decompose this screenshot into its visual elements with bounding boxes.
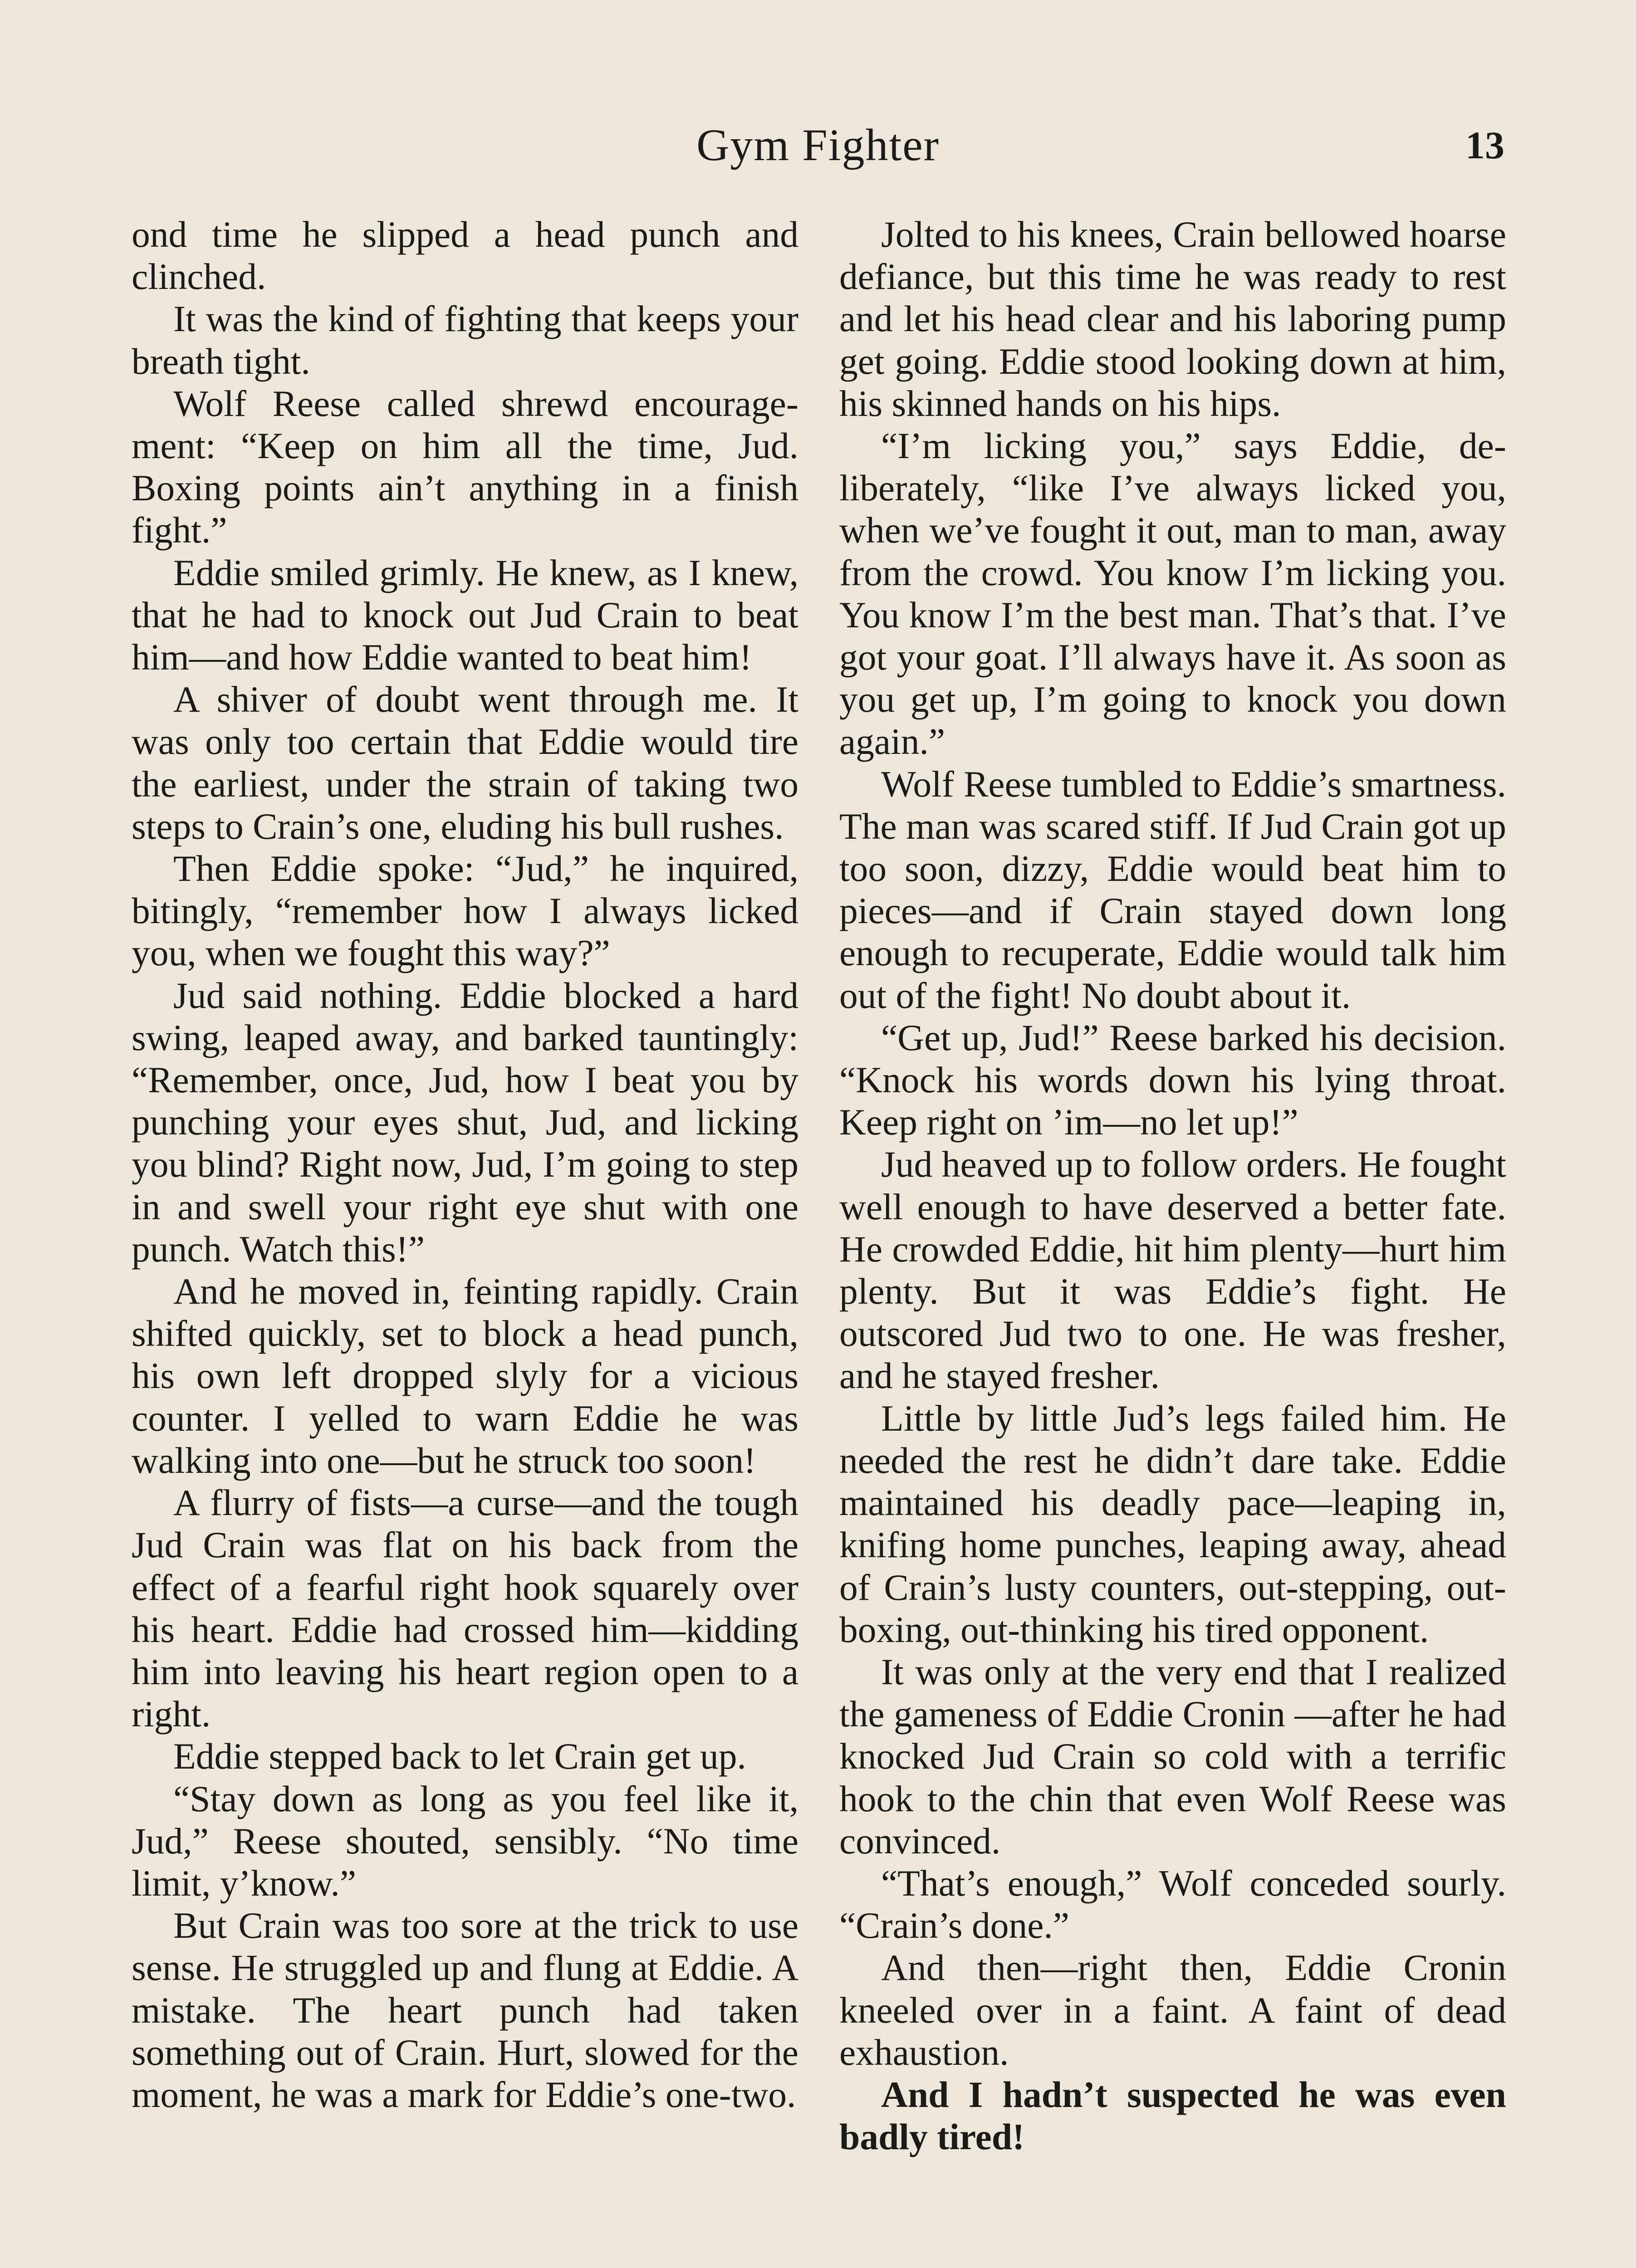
paragraph: “Get up, Jud!” Reese barked his decision. “Knock his words down his lying throat. Keep right on ’im—no let up!” xyxy=(839,1017,1506,1143)
paragraph: It was the kind of fighting that keeps your breath tight. xyxy=(132,298,798,382)
paragraph: Wolf Reese called shrewd encouragement: “Keep on him all the time, Jud. Boxing points ain’t anything in a finish fight.” xyxy=(132,382,798,551)
page-title: Gym Fighter xyxy=(696,120,940,170)
paragraph: Wolf Reese tumbled to Eddie’s smartness. The man was scared stiff. If Jud Crain got up too soon, dizzy, Eddie would beat him to pieces—and if Crain stayed down long enough to recuperate, Eddie would talk him out of the fight! No doubt about it. xyxy=(839,763,1506,1016)
left-column xyxy=(132,213,798,2116)
right-column xyxy=(839,213,1506,2158)
paragraph: And he moved in, feinting rapidly. Crain shifted quickly, set to block a head punch, his own left dropped slyly for a vicious counter. I yelled to warn Eddie he was walking into one—but he struck too soon! xyxy=(132,1271,798,1481)
paragraph: But Crain was too sore at the trick to use sense. He struggled up and flung at Eddie. A mistake. The heart punch had taken something out of Crain. Hurt, slowed for the moment, he was a mark for Eddie’s one-two. xyxy=(132,1905,798,2115)
paragraph: It was only at the very end that I realized the gameness of Eddie Cronin —after he had knocked Jud Crain so cold with a terrific hook to the chin that even Wolf Reese was convinced. xyxy=(839,1651,1506,1862)
paragraph: A flurry of fists—a curse—and the tough Jud Crain was flat on his back from the effect of a fearful right hook squarely over his heart. Eddie had crossed him—kidding him into leaving his heart region open to a right. xyxy=(132,1482,798,1735)
paragraph: ond time he slipped a head punch and clinched. xyxy=(132,214,798,298)
paragraph: Jud said nothing. Eddie blocked a hard swing, leaped away, and barked tauntingly: “Remember, once, Jud, how I beat you by punching your eyes shut, Jud, and licking you blind? Right now, Jud, I’m going to step in and swell your right eye shut with one punch. Watch this!” xyxy=(132,974,798,1270)
paragraph: And then—right then, Eddie Cronin kneeled over in a faint. A faint of dead exhaustion. xyxy=(839,1947,1506,2073)
paragraph: Jolted to his knees, Crain bellowed hoarse defiance, but this time he was ready to rest and let his head clear and his laboring pump get going. Eddie stood looking down at him, his skinned hands on his hips. xyxy=(839,214,1506,424)
paragraph: “I’m licking you,” says Eddie, deliberately, “like I’ve always licked you, when we’ve fought it out, man to man, away from the crowd. You know I’m licking you. You know I’m the best man. That’s that. I’ve got your goat. I’ll always have it. As soon as you get up, I’m going to knock you down again.” xyxy=(839,425,1506,763)
paragraph: “Stay down as long as you feel like it, Jud,” Reese shouted, sensibly. “No time limit, y’know.” xyxy=(132,1778,798,1904)
paragraph: Then Eddie spoke: “Jud,” he inquired, bitingly, “remember how I always licked you, when we fought this way?” xyxy=(132,848,798,974)
paragraph: A shiver of doubt went through me. It was only too certain that Eddie would tire the earliest, under the strain of taking two steps to Crain’s one, eluding his bull rushes. xyxy=(132,679,798,847)
paragraph: Jud heaved up to follow orders. He fought well enough to have deserved a better fate. He crowded Eddie, hit him plenty—hurt him plenty. But it was Eddie’s fight. He outscored Jud two to one. He was fresher, and he stayed fresher. xyxy=(839,1144,1506,1397)
paragraph: Eddie stepped back to let Crain get up. xyxy=(173,1735,746,1777)
page-header xyxy=(0,118,1636,172)
paragraph: Little by little Jud’s legs failed him. He needed the rest he didn’t dare take. Eddie maintained his deadly pace—leaping in, knifing home punches, leaping away, ahead of Crain’s lusty counters, out-stepping, out-boxing, out-thinking his tired opponent. xyxy=(839,1397,1506,1650)
paragraph: “That’s enough,” Wolf conceded sourly. “Crain’s done.” xyxy=(839,1862,1506,1946)
paragraph: Eddie smiled grimly. He knew, as I knew, that he had to knock out Jud Crain to beat him—and how Eddie wanted to beat him! xyxy=(132,552,798,678)
paragraph: And I hadn’t suspected he was even badly tired! xyxy=(839,2073,1506,2158)
page-number: 13 xyxy=(1465,123,1504,167)
